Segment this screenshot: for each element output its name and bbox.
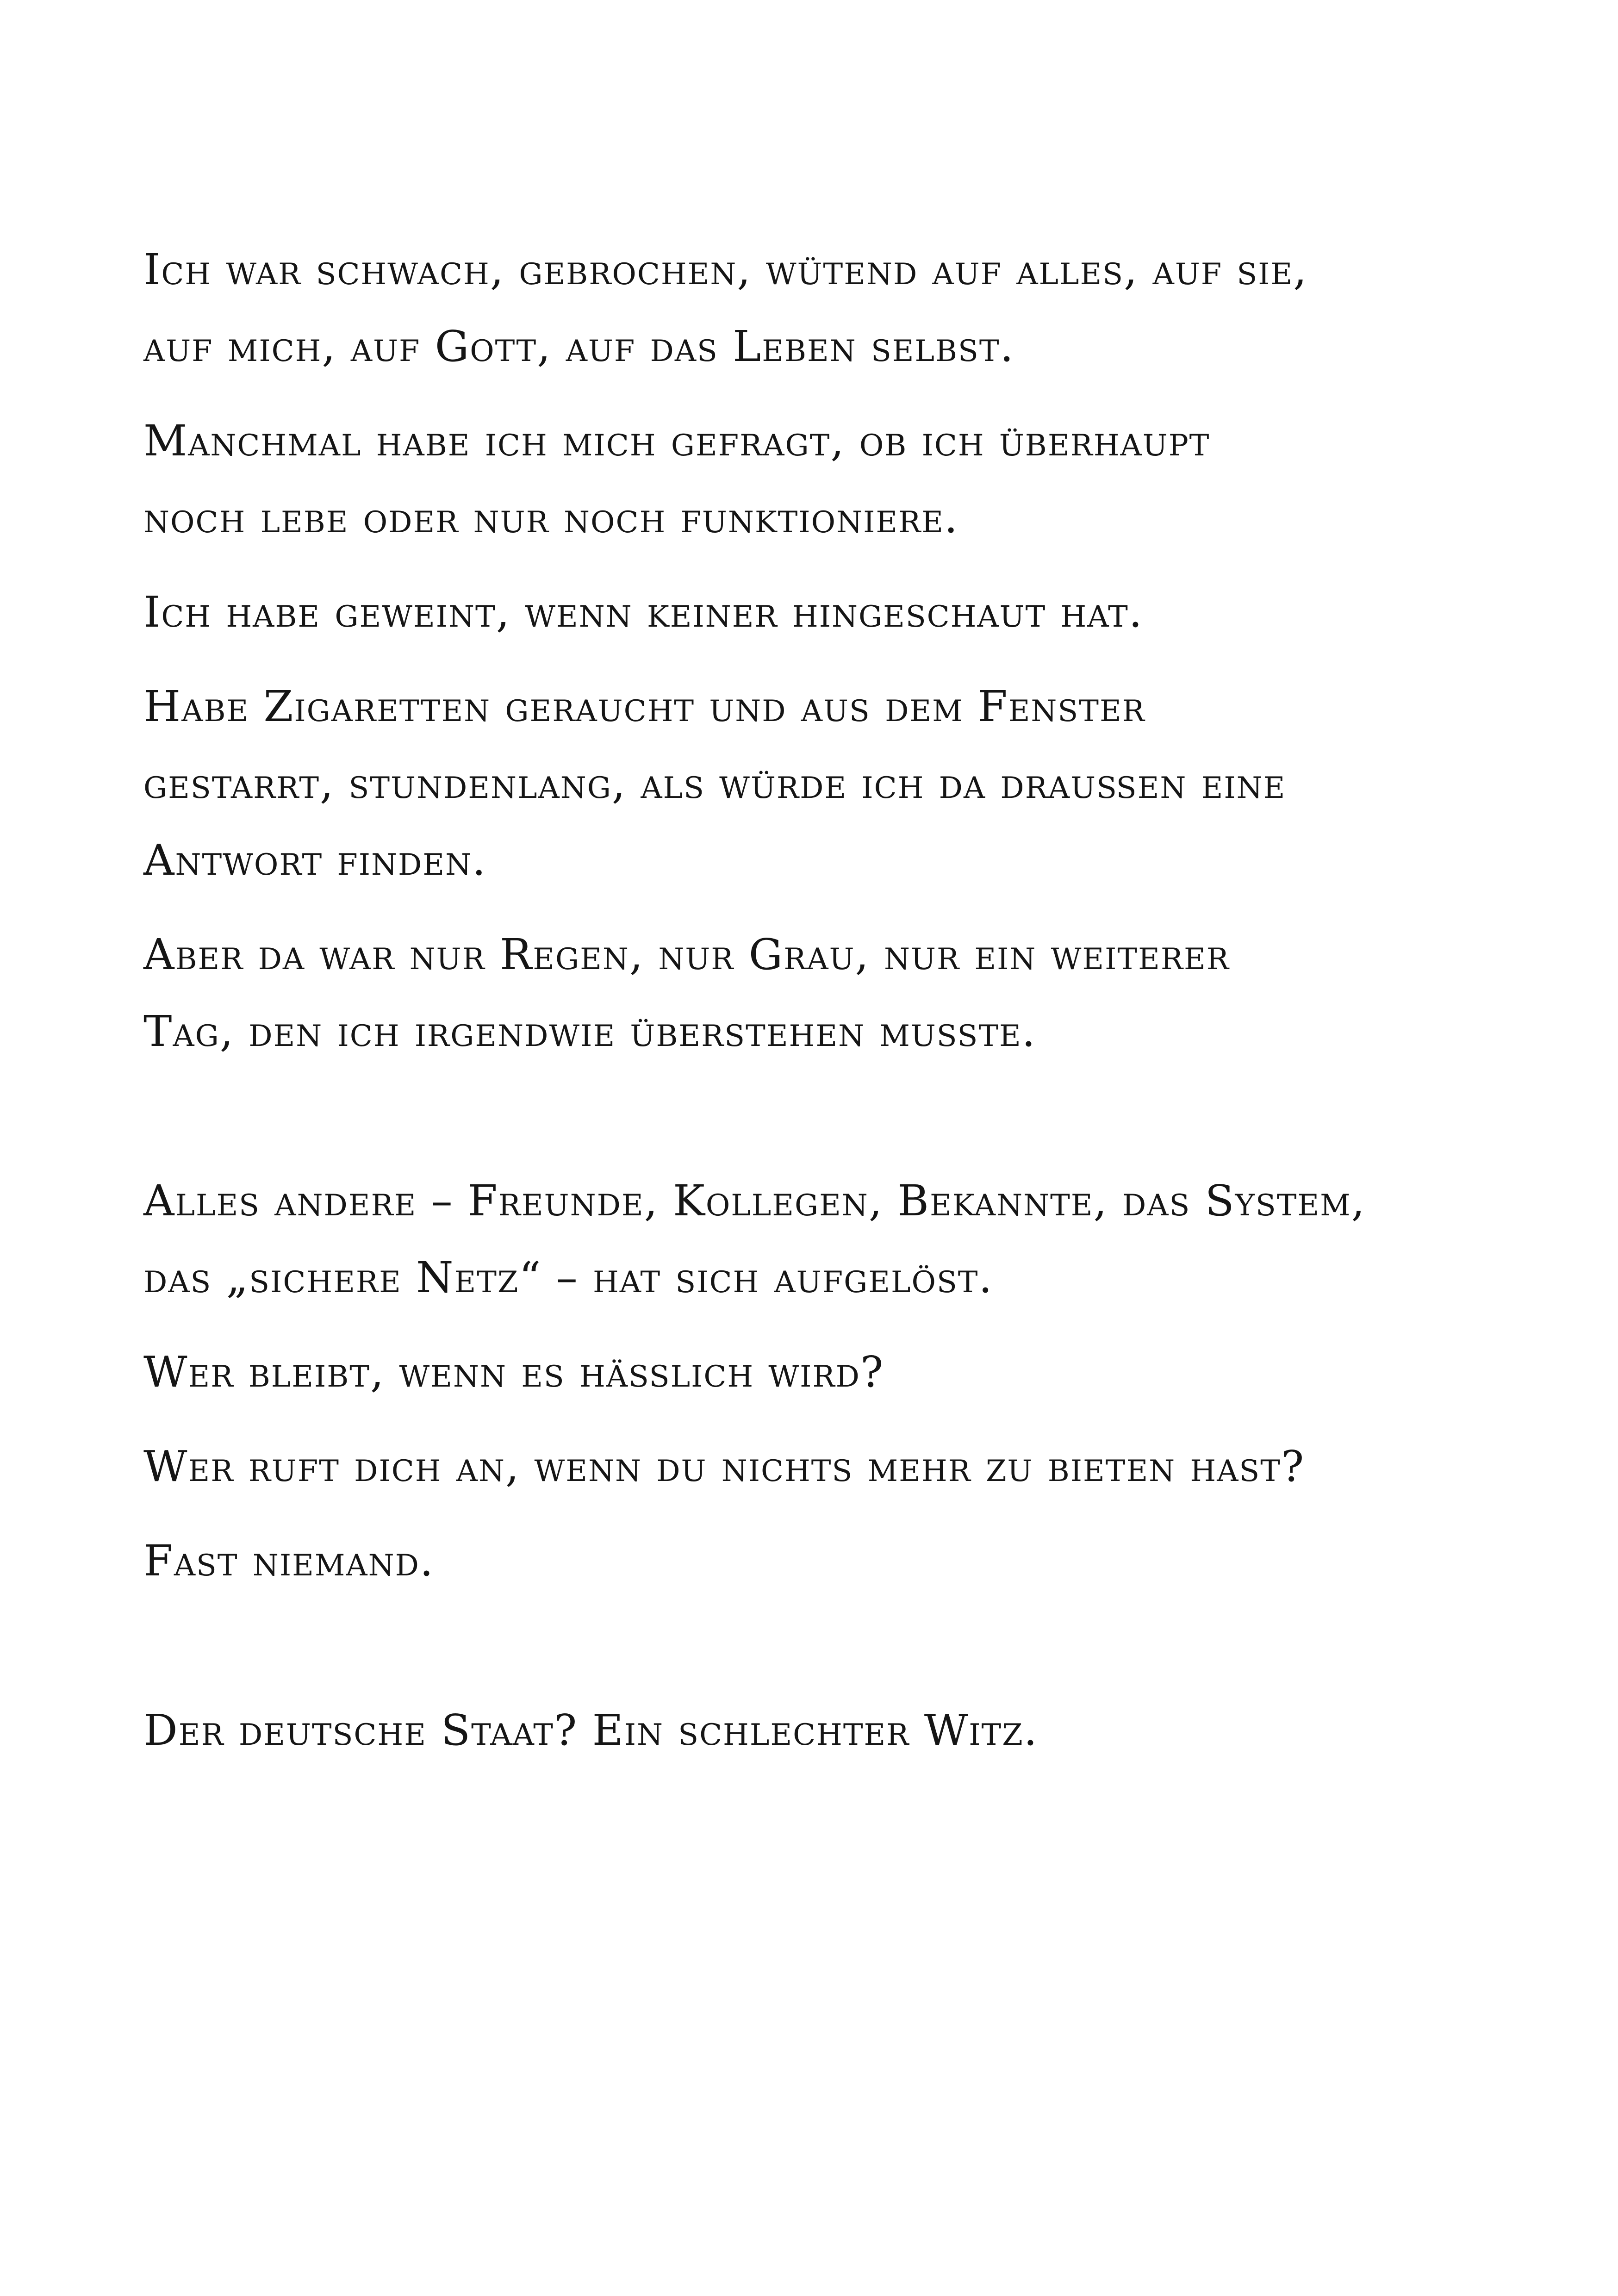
paragraph: Der deutsche Staat? Ein schlechter Witz. — [143, 1705, 1038, 1755]
paragraph-spacer — [143, 385, 1486, 403]
document-body — [143, 231, 1486, 1769]
paragraph: Manchmal habe ich mich gefragt, ob ich überhaupt noch lebe oder nur noch funktioniere. — [143, 416, 1210, 542]
section-break — [143, 1070, 1486, 1163]
paragraph: Habe Zigaretten geraucht und aus dem Fenster gestarrt, stundenlang, als würde ich da draußen eine Antwort finden. — [143, 682, 1286, 885]
paragraph-spacer — [143, 899, 1486, 916]
paragraph: Ich habe geweint, wenn keiner hingeschaut hat. — [143, 587, 1144, 637]
paragraph-spacer — [143, 1505, 1486, 1523]
section-break — [143, 1599, 1486, 1692]
paragraph-spacer — [143, 651, 1486, 668]
paragraph: Aber da war nur Regen, nur Grau, nur ein weiterer Tag, den ich irgendwie überstehen musste. — [143, 930, 1230, 1056]
paragraph: Wer bleibt, wenn es hässlich wird? — [143, 1347, 884, 1397]
paragraph: Alles andere – Freunde, Kollegen, Bekannte, das System, das „sichere Netz“ – hat sich aufgelöst. — [143, 1176, 1366, 1302]
paragraph-spacer — [143, 1316, 1486, 1334]
paragraph: Fast niemand. — [143, 1536, 435, 1586]
paragraph: Wer ruft dich an, wenn du nichts mehr zu bieten hast? — [143, 1442, 1305, 1491]
paragraph-spacer — [143, 556, 1486, 574]
paragraph-spacer — [143, 1411, 1486, 1428]
paragraph: Ich war schwach, gebrochen, wütend auf alles, auf sie, auf mich, auf Gott, auf das Leben selbst. — [143, 245, 1308, 371]
